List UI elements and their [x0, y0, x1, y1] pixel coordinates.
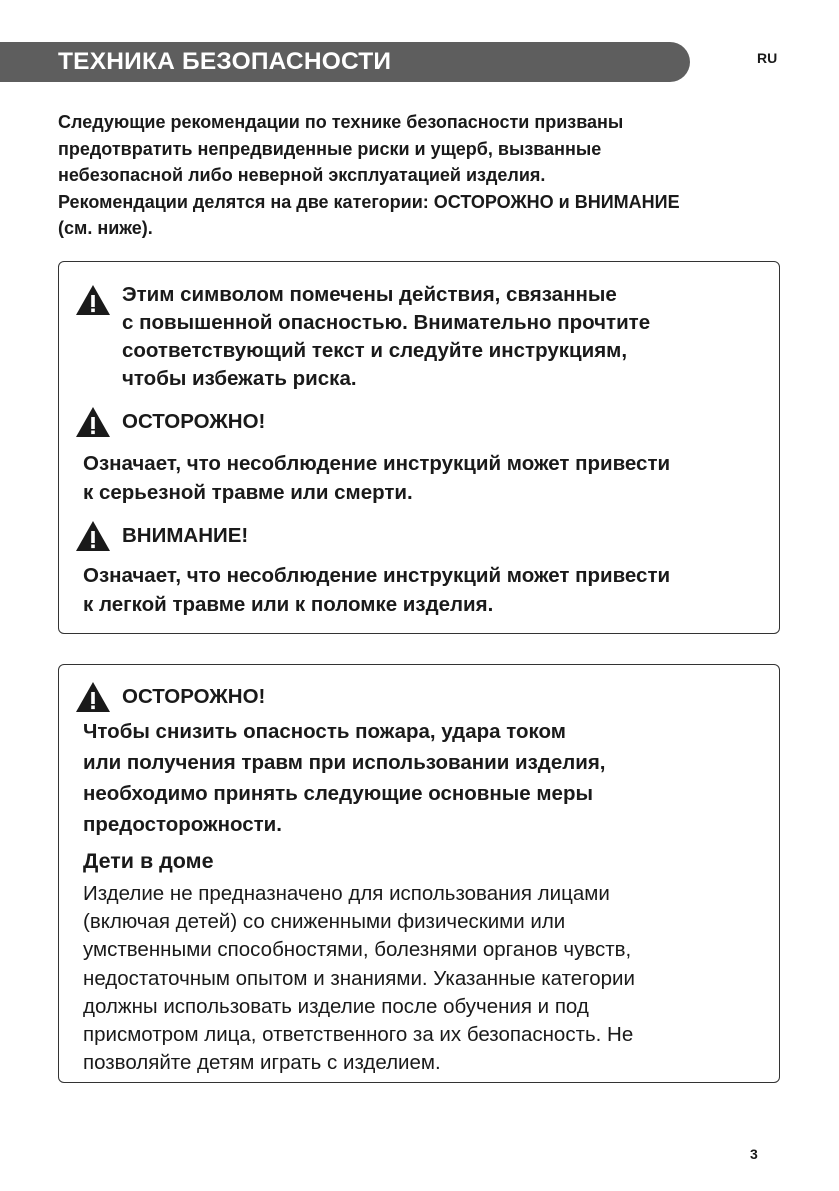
warning-description-line: Означает, что несоблюдение инструкций может привести	[83, 452, 671, 475]
intro-line: Следующие рекомендации по технике безопасности призваны	[58, 112, 624, 132]
warning-section-line: Чтобы снизить опасность пожара, удара током	[83, 720, 566, 743]
section-header-bar	[0, 42, 690, 82]
warning-section-heading: ОСТОРОЖНО!	[122, 685, 266, 708]
children-section-title: Дети в доме	[83, 849, 214, 873]
warning-triangle-icon	[75, 681, 111, 713]
children-section-line: позволяйте детям играть с изделием.	[83, 1051, 441, 1075]
warning-heading: ОСТОРОЖНО!	[122, 410, 266, 433]
children-section-line: должны использовать изделие после обучения и под	[83, 994, 589, 1018]
warning-triangle-icon	[75, 520, 111, 552]
page-number: 3	[750, 1146, 758, 1162]
warning-triangle-icon	[75, 284, 111, 316]
children-section-line: недостаточным опытом и знаниями. Указанные категории	[83, 966, 635, 990]
warning-section-text	[83, 716, 773, 840]
children-section-line: умственными способностями, болезнями органов чувств,	[83, 938, 632, 962]
page-title: ТЕХНИКА БЕЗОПАСНОСТИ	[58, 48, 392, 75]
warning-section-line: или получения травм при использовании изделия,	[83, 751, 606, 774]
caution-description-line: к легкой травме или к поломке изделия.	[83, 592, 494, 616]
warning-description	[83, 450, 773, 507]
warning-triangle-icon	[75, 406, 111, 438]
warning-section-line: предосторожности.	[83, 813, 282, 836]
symbol-description-line: Этим символом помечены действия, связанные	[122, 283, 617, 306]
symbol-description-line: с повышенной опасностью. Внимательно прочтите	[122, 311, 651, 334]
children-section-line: Изделие не предназначено для использования лицами	[83, 882, 610, 905]
intro-paragraph	[58, 109, 798, 242]
children-section-text	[83, 880, 773, 1077]
warning-section-box	[58, 664, 780, 1083]
symbol-description	[122, 281, 762, 393]
intro-line: предотвратить непредвиденные риски и ущерб, вызванные	[58, 138, 602, 159]
caution-description-line: Означает, что несоблюдение инструкций может привести	[83, 564, 671, 587]
intro-line: Рекомендации делятся на две категории: ОСТОРОЖНО и ВНИМАНИЕ	[58, 191, 680, 212]
symbol-description-line: чтобы избежать риска.	[122, 367, 357, 390]
intro-line: (см. ниже).	[58, 218, 153, 238]
symbol-legend-box	[58, 261, 780, 634]
caution-heading: ВНИМАНИЕ!	[122, 524, 249, 547]
warning-description-line: к серьезной травме или смерти.	[83, 480, 413, 504]
language-label: RU	[757, 50, 778, 66]
caution-description	[83, 562, 773, 619]
intro-line: небезопасной либо неверной эксплуатацией изделия.	[58, 165, 546, 185]
warning-section-line: необходимо принять следующие основные меры	[83, 782, 593, 805]
children-section-line: присмотром лица, ответственного за их безопасность. Не	[83, 1023, 634, 1047]
symbol-description-line: соответствующий текст и следуйте инструкциям,	[122, 339, 628, 362]
children-section-line: (включая детей) со сниженными физическими или	[83, 910, 566, 934]
